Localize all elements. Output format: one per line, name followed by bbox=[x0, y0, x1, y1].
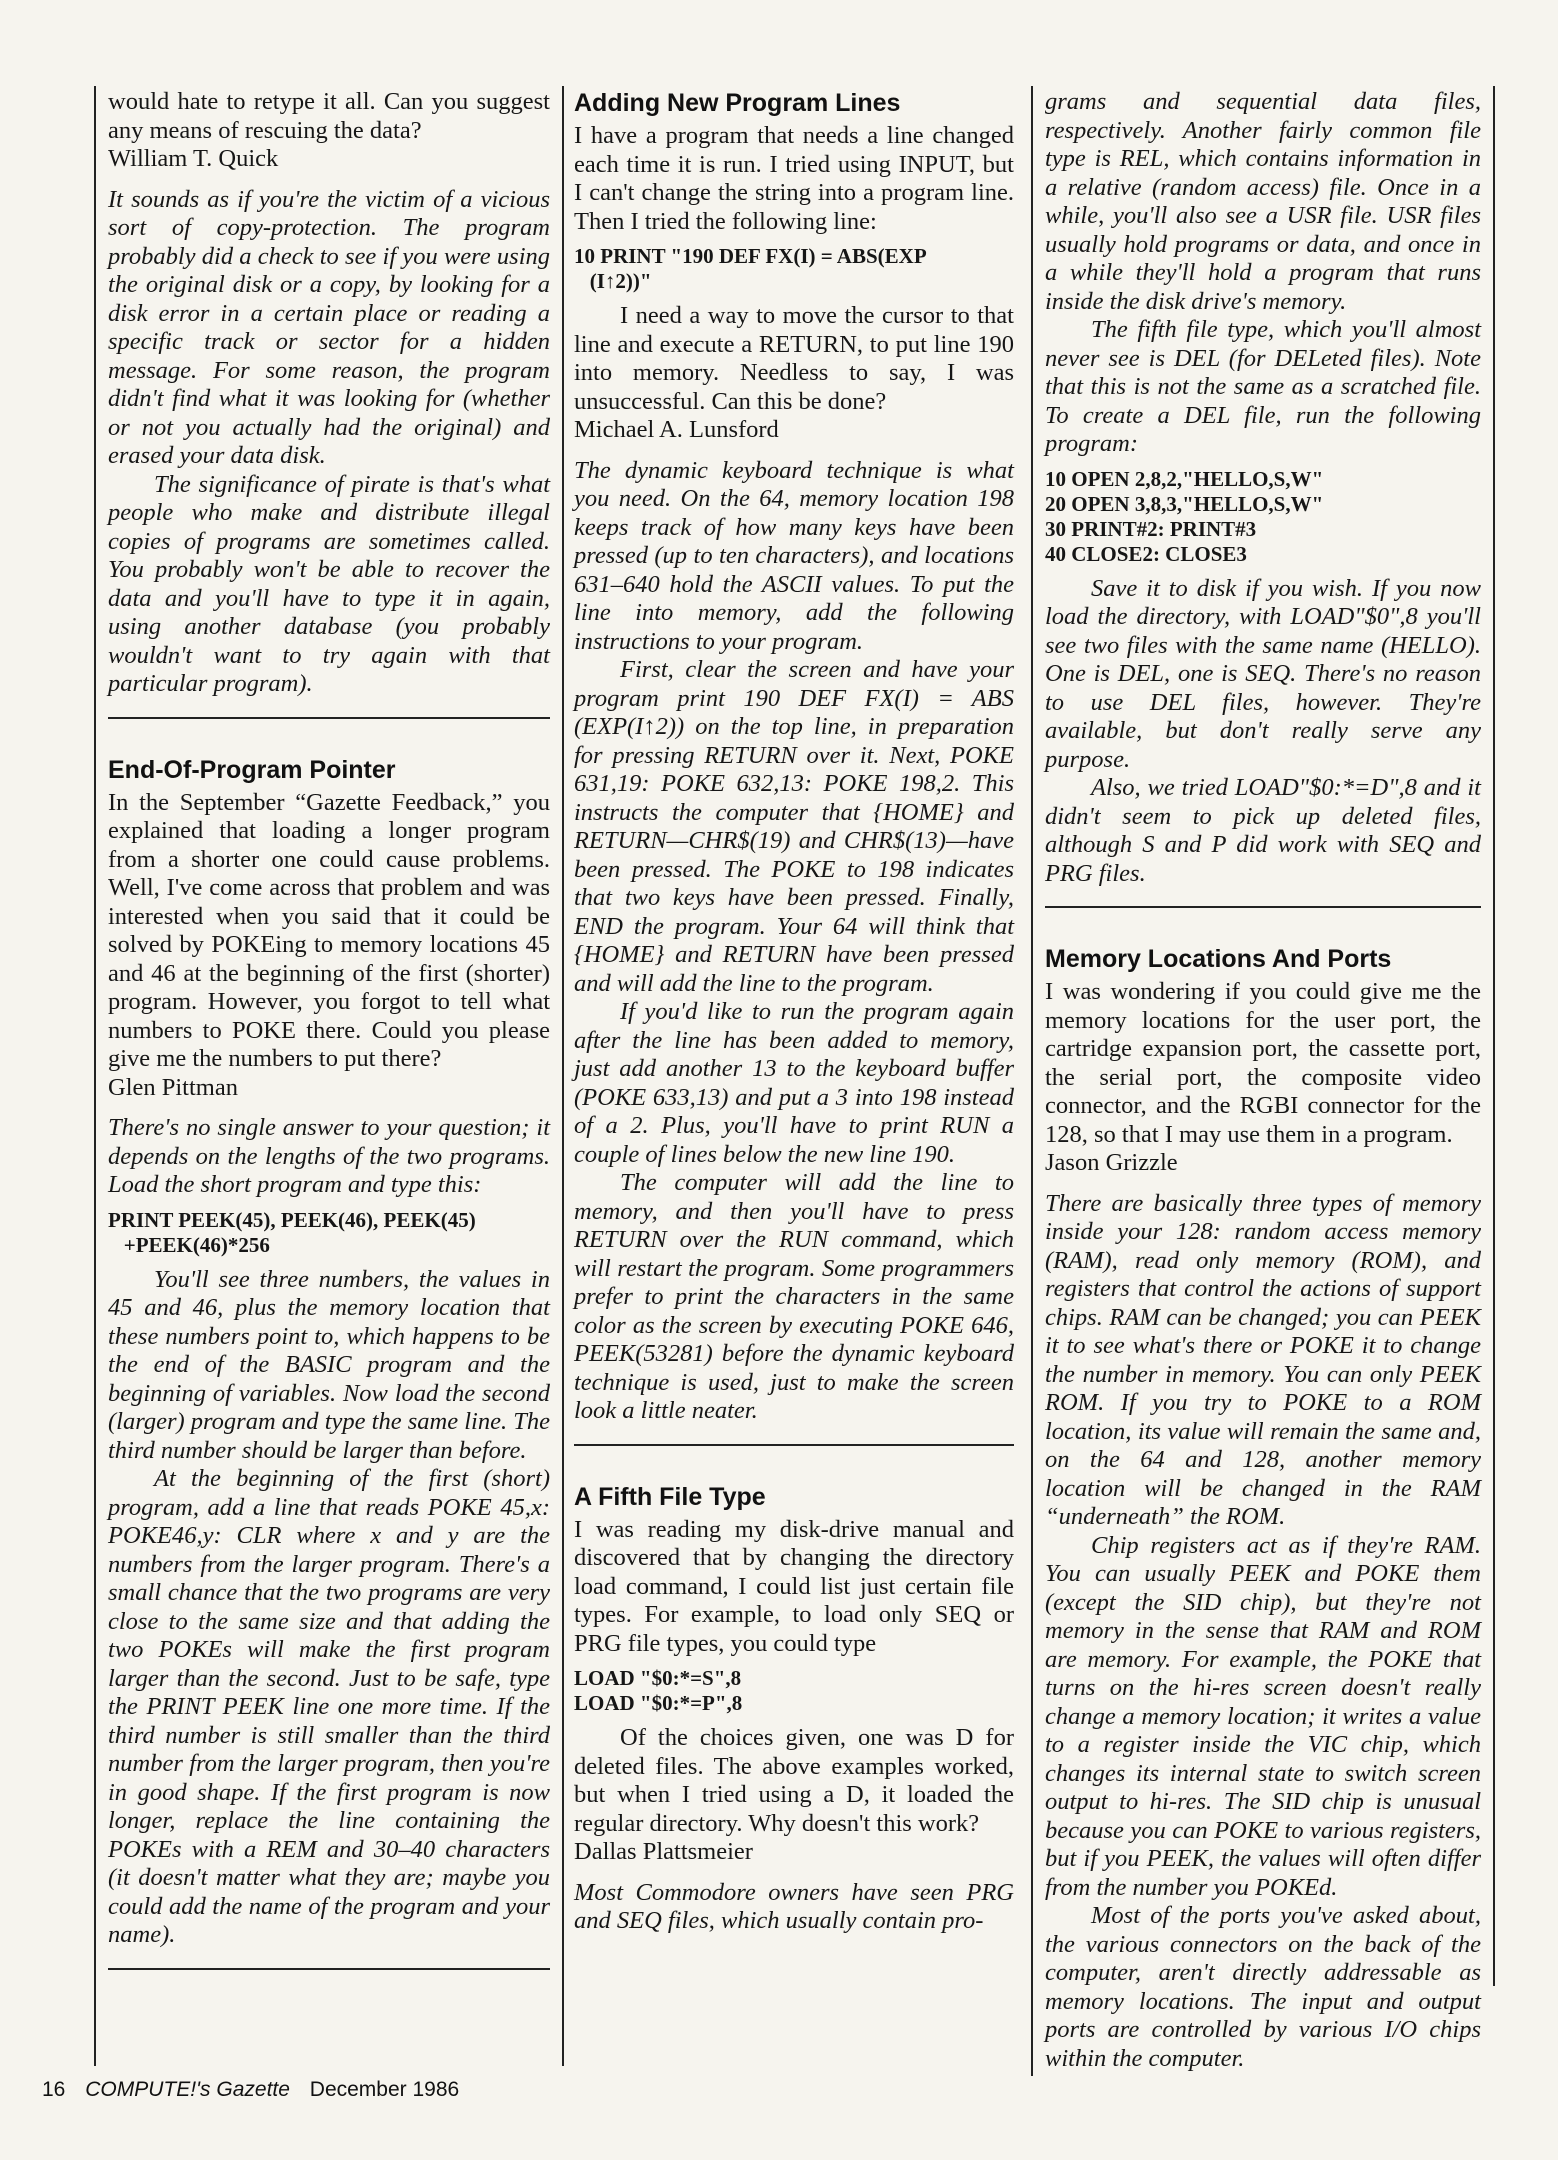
code-listing: LOAD "$0:*=S",8 LOAD "$0:*=P",8 bbox=[574, 1666, 743, 1715]
answer-text: You'll see three numbers, the values in 45 and 46, plus the memory location that these numbers point to, which happens to be the end of the BASIC program and the beginning of variables. Now load the second (larger) program and type the same line. The third number should be larger than before. bbox=[108, 1265, 550, 1464]
answer-text: Chip registers act as if they're RAM. You can usually PEEK and POKE them (except the SID chip), but they're not memory in the sense that RAM and ROM are memory. For example, the POKE that turns on the hi-res screen doesn't really change a memory location; it writes a value to a register inside the VIC chip, which changes its internal state to switch screen output to hi-res. The SID chip is unusual because you can POKE to various registers, but if you PEEK, the values will often differ from the number you POKEd. bbox=[1045, 1531, 1481, 1901]
answer-text: Most of the ports you've asked about, the various connectors on the back of the computer, aren't directly addressable as memory locations. The input and output ports are controlled by various I/O chips within the computer. bbox=[1045, 1902, 1481, 2072]
letter-text: I need a way to move the cursor to that line and execute a RETURN, to put line 190 into memory. Needless to say, I was unsuccessful. Can this be done? bbox=[574, 302, 1014, 415]
letter-text: I have a program that needs a line changed each time it is run. I tried using INPUT, but I can't change the string into a program line. Then I tried the following line: bbox=[574, 122, 1014, 235]
letter-text: I was reading my disk-drive manual and discovered that by changing the directory load command, I could list just certain file types. For example, to load only SEQ or PRG file types, you could type bbox=[574, 1515, 1014, 1657]
answer-text: If you'd like to run the program again after the line has been added to memory, just add another 13 to the keyboard buffer (POKE 633,13) and put a 3 into 198 instead of a 2. Plus, you'll have to print RUN a couple of lines below the new line 190. bbox=[574, 998, 1014, 1168]
code-listing: 10 OPEN 2,8,2,"HELLO,S,W" 20 OPEN 3,8,3,"HELLO,S,W" 30 PRINT#2: PRINT#3 40 CLOSE2: CLOSE3 bbox=[1045, 466, 1324, 566]
answer-text: Save it to disk if you wish. If you now load the directory, with LOAD"$0",8 you'll see two files with the same name (HELLO). One is DEL, one is SEQ. There's no reason to use DEL files, however. They're available, but don't really serve any purpose. bbox=[1045, 574, 1481, 773]
answer-text: Most Commodore owners have seen PRG and SEQ files, which usually contain pro- bbox=[574, 1878, 1014, 1934]
publication-name: COMPUTE!'s Gazette bbox=[85, 2078, 290, 2101]
answer-text: There are basically three types of memory inside your 128: random access memory (RAM), read only memory (ROM), and registers that control the actions of support chips. RAM can be changed; you can PEEK it to see what's there or POKE it to change the number in memory. You can only PEEK ROM. If you try to POKE to a ROM location, its value will remain the same and, on the 64 and 128, another memory location will be changed in the RAM “underneath” the ROM. bbox=[1045, 1189, 1481, 1530]
section-divider bbox=[108, 1968, 550, 1970]
page-number: 16 bbox=[42, 2078, 66, 2101]
letter-signature: Dallas Plattsmeier bbox=[574, 1838, 753, 1865]
column-rule-3 bbox=[1031, 86, 1033, 2076]
column-rule-2 bbox=[562, 86, 564, 2066]
section-heading: Memory Locations And Ports bbox=[1045, 945, 1392, 973]
code-listing: PRINT PEEK(45), PEEK(46), PEEK(45) +PEEK(46)*256 bbox=[108, 1207, 476, 1257]
answer-text: First, clear the screen and have your program print 190 DEF FX(I) = ABS (EXP(I↑2)) on the top line, in preparation for pressing RETURN over it. Next, POKE 631,19: POKE 632,13: POKE 198,2. This instructs the computer that {HOME} and RETURN—CHR$(19) and CHR$(13)—have been pressed. The POKE to 198 indicates that two keys have been pressed. Finally, END the program. Your 64 will think that {HOME} and RETURN have been pressed and will add the line to the program. bbox=[574, 656, 1014, 997]
column-rule-1 bbox=[94, 86, 96, 2066]
section-heading: Adding New Program Lines bbox=[574, 89, 901, 117]
column-3 bbox=[1045, 88, 1481, 2073]
answer-text: The computer will add the line to memory, and then you'll have to press RETURN over the RUN command, which will restart the program. Some programmers prefer to print the characters in the same color as the screen by executing POKE 646, PEEK(53281) before the dynamic keyboard technique is used, just to make the screen look a little neater. bbox=[574, 1169, 1014, 1424]
code-listing: 10 PRINT "190 DEF FX(I) = ABS(EXP (I↑2))" bbox=[574, 244, 927, 293]
section-heading: End-Of-Program Pointer bbox=[108, 755, 396, 784]
letter-text: Of the choices given, one was D for deleted files. The above examples worked, but when I tried using a D, it loaded the regular directory. Why doesn't this work? bbox=[574, 1724, 1014, 1837]
answer-text: It sounds as if you're the victim of a vicious sort of copy-protection. The program probably did a check to see if you were using the original disk or a copy, by looking for a disk error in a certain place or reading a specific track or sector for a hidden message. For some reason, the program didn't find what it was looking for (whether or not you actually had the original) and erased your data disk. bbox=[108, 185, 550, 469]
column-2 bbox=[574, 88, 1014, 1936]
answer-text: The fifth file type, which you'll almost never see is DEL (for DELeted files). Note that this is not the same as a scratched file. To create a DEL file, run the following program: bbox=[1045, 316, 1481, 457]
letter-signature: Michael A. Lunsford bbox=[574, 416, 779, 443]
answer-text: There's no single answer to your question; it depends on the lengths of the two programs. Load the short program and type this: bbox=[108, 1114, 550, 1198]
letter-text: would hate to retype it all. Can you suggest any means of rescuing the data? bbox=[108, 88, 550, 144]
answer-text: The dynamic keyboard technique is what you need. On the 64, memory location 198 keeps track of how many keys have been pressed (up to ten characters), and locations 631–640 hold the ASCII values. To put the line into memory, add the following instructions to your program. bbox=[574, 456, 1014, 655]
issue-date: December 1986 bbox=[309, 2078, 460, 2101]
letter-signature: Jason Grizzle bbox=[1045, 1149, 1178, 1176]
section-heading: A Fifth File Type bbox=[574, 1482, 766, 1511]
answer-text: The significance of pirate is that's what people who make and distribute illegal copies of programs are sometimes called. You probably won't be able to recover the data and you'll have to type it in again, using another database (you probably wouldn't want to try again with that particular program). bbox=[108, 470, 550, 697]
answer-text: grams and sequential data files, respectively. Another fairly common file type is REL, which contains information in a relative (random access) file. Once in a while, you'll also see a USR file. USR files usually hold programs or data, and once in a while they'll hold a program that runs inside the disk drive's memory. bbox=[1045, 88, 1481, 315]
answer-text: Also, we tried LOAD"$0:*=D",8 and it didn't seem to pick up deleted files, although S and P did work with SEQ and PRG files. bbox=[1045, 774, 1481, 887]
letter-signature: Glen Pittman bbox=[108, 1073, 238, 1101]
column-1 bbox=[108, 88, 550, 1970]
page-footer bbox=[42, 2078, 473, 2102]
letter-text: In the September “Gazette Feedback,” you explained that loading a longer program from a shorter one could cause problems. Well, I've come across that problem and was interested when you said that it could be solved by POKEing to memory locations 45 and 46 at the beginning of the first (shorter) program. However, you forgot to tell what numbers to POKE there. Could you please give me the numbers to put there? bbox=[108, 788, 550, 1072]
column-rule-4 bbox=[1493, 86, 1495, 1986]
letter-signature: William T. Quick bbox=[108, 145, 279, 172]
letter-text: I was wondering if you could give me the memory locations for the user port, the cartridge expansion port, the cassette port, the serial port, the composite video connector, and the RGBI connector for the 128, so that I may use them in a program. bbox=[1045, 978, 1481, 1148]
answer-text: At the beginning of the first (short) program, add a line that reads POKE 45,x: POKE46,y: CLR where x and y are the numbers from the larger program. There's a small chance that the two programs are very close to the same size and that adding the two POKEs will make the first program larger than the second. Just to be safe, type the PRINT PEEK line one more time. If the third number is still smaller than the third number from the larger program, then you're in good shape. If the first program is now longer, replace the line containing the POKEs with a REM and 30–40 characters (it doesn't matter what they are; maybe you could add the name of the program and your name). bbox=[108, 1465, 550, 1948]
